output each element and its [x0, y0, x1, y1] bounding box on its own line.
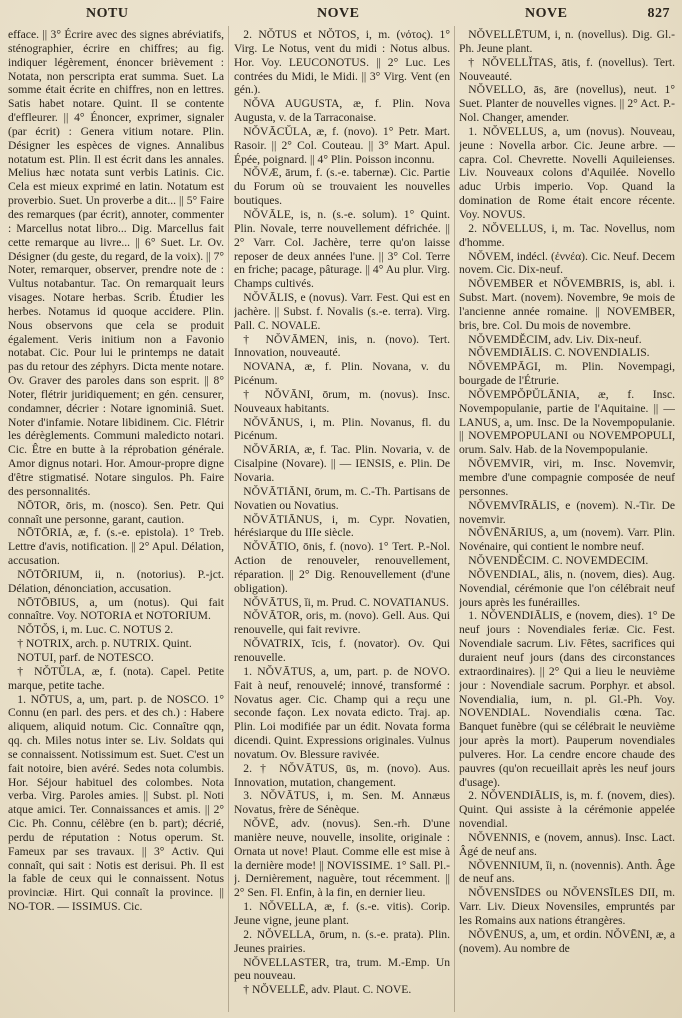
dictionary-entry: NŎVĒNUS, a, um, et ordin. NŎVĒNI, æ, a (novem). Au nombre de — [459, 927, 675, 955]
dictionary-entry: efface. || 3° Écrire avec des signes abréviatifs, sténographier, écrire en chiffres; au fig. indiquer légèrement, énoncer brièvement : Notata, non perscripta erat summa. Suet. La somme était écrite en chiffres, non en lettres. Satis habet notare. Quint. Il se contente d'effleurer. || 4° Énoncer, exprimer, signaler (par écrit) : Genera vitium notare. Plin. Désigner les espèces de vignes. Annalibus notatum est. Plin. Il est écrit dans les annales. Melius hæc notata sunt verbis Latinis. Cic. Cela est mieux exprimé en latin. Notatum est proverbio. Suet. Un proverbe a dit... || 5° Faire des remarques (par écrit), annoter, commenter : Marcellus notat libro... Dig. Marcellus fait cette remarque au livre... || 6° Suet. Lr. Ov. Désigner (du geste, du regard, de la voix). || 7° Noter, remarquer, observer, prendre note de : Vultus notabantur. Tac. On remarquait leurs visages. Notare herbas. Scrib. Étudier les herbes. Notamus id quoque accidere. Plin. Nous observons que cela se produit également. Veris initium non a Favonio notabat. Cic. Pour lui le printemps ne datait pas du retour des zéphyrs. Dicta mente notare. Ov. Graver des paroles dans son esprit. || 8° Noter, flétrir juridiquement; en gén. censurer, condamner, décrier : Notare ignominiâ. Suet. Noter d'infamie. Notare libidinem. Cic. Flétrir les dérèglements. Communi maledicto notari. Cic. Être en butte à la réprobation générale. Amor dignus notari. Hor. Amour-propre digne d'être stigmatisé. Notare singulos. Ph. Faire des personnalités. — [8, 28, 224, 498]
dictionary-entry: NŎVENDĔCIM. C. NOVEMDECIM. — [468, 554, 649, 568]
dictionary-entry: NŎVA AUGUSTA, æ, f. Plin. Nova Augusta, v. de la Tarraconaise. — [234, 97, 450, 125]
dictionary-entry: 2. NŎVELLUS, i, m. Tac. Novellus, nom d'homme. — [459, 221, 675, 249]
dictionary-entry: † NŎVELLĒ, adv. Plaut. C. NOVE. — [243, 983, 412, 997]
column-divider — [454, 26, 455, 1012]
dictionary-entry: NŌTŌRIA, æ, f. (s.-e. epistola). 1° Treb. Lettre d'avis, notification. || 2° Apul. Délation, accusation. — [8, 526, 224, 568]
running-head — [8, 4, 674, 26]
dictionary-entry: NŎVĀRIA, æ, f. Tac. Plin. Novaria, v. de Cisalpine (Novare). || — IENSIS, e. Plin. De Novaria. — [234, 443, 450, 484]
dictionary-entry: NŎVĀTIĀNI, ōrum, m. C.-Th. Partisans de Novatien ou Novatius. — [234, 484, 450, 512]
dictionary-entry: 1. NŌTUS, a, um, part. p. de NOSCO. 1° Connu (en parl. des pers. et des ch.) : Habere aliquem, aliquid notum. Cic. Connaître qqn, qq. ch. Miles notus inter se. Liv. Soldats qui se connaissent. Notissimum est. Suet. C'est un fait notoire, bien avéré. Sedes nota columbis. Hor. Séjour habituel des colombes. Nota verba. Virg. Paroles amies. || Subst. pl. Noti atque amici. Ter. Connaissances et amis. || 2° Cic. Ph. Connu, célèbre (en b. part); décrié, perdu de réputation : Notus operum. St. Fameux par ses travaux. || 3° Activ. Qui connaît, qui sait : Notis est derisui. Ph. Il est la fable de ceux qui le connaissent. Notus provinciæ. Hirt. Qui connaît la province. || NO-TOR. — ISSIMUS. Cic. — [8, 692, 224, 914]
dictionary-entry: NŌTŌBIUS, a, um (notus). Qui fait connaître. Voy. NOTORIA et NOTORIUM. — [8, 595, 224, 623]
dictionary-entry: NŎVEMVĪRĀLIS, e (novem). N.-Tir. De novemvir. — [459, 498, 675, 526]
dictionary-entry: NŎVĀTIĀNUS, i, m. Cypr. Novatien, hérésiarque du IIIe siècle. — [234, 512, 450, 540]
dictionary-entry: NŎVATRIX, īcis, f. (novator). Ov. Qui renouvelle. — [234, 637, 450, 664]
dictionary-entry: NŎVEMDIĀLIS. C. NOVENDIALIS. — [468, 346, 650, 360]
running-head-left: NOTU — [86, 6, 129, 21]
dictionary-entry: NŎVEMPŎPŬLĀNIA, æ, f. Insc. Novempopulanie, partie de l'Aquitaine. || — LANUS, a, um. Insc. De la Novempopulanie. || NOVEMPOPULANI ou NOVEMPOPULI, orum. Salv. Hab. de la Novempopulanie. — [459, 387, 675, 457]
dictionary-entry: NŎVENNIUM, ĭi, n. (novennis). Anth. Âge de neuf ans. — [459, 858, 675, 886]
dictionary-entry: 2. † NŎVĀTUS, ūs, m. (novo). Aus. Innovation, mutation, changement. — [234, 761, 450, 789]
dictionary-entry: NŎVĒNĀRIUS, a, um (novem). Varr. Plin. Novénaire, qui contient le nombre neuf. — [459, 526, 675, 554]
dictionary-entry: NŎVELLO, ās, āre (novellus), neut. 1° Suet. Planter de nouvelles vignes. || 2° Act. P.-Nol. Changer, amender. — [459, 83, 675, 125]
dictionary-entry: NŎVEM, indécl. (ἐννέα). Cic. Neuf. Decem novem. Cic. Dix-neuf. — [459, 249, 675, 277]
dictionary-entry: † NŎVĀNI, ōrum, m. (novus). Insc. Nouveaux habitants. — [234, 387, 450, 415]
dictionary-entry: NŌTOR, ōris, m. (nosco). Sen. Petr. Qui connaît une personne, garant, caution. — [8, 498, 224, 526]
dictionary-entry: NŎVĒ, adv. (novus). Sen.-rh. D'une manière neuve, nouvelle, insolite, originale : Ornata ut nove! Plaut. Comme elle est mise à la dernière mode! || NOVISSIME. 1° Sall. Pl.-j. Dernièrement, naguère, tout récemment. || 2° Sen. Fl. Enfin, à la fin, en dernier lieu. — [234, 817, 450, 900]
page-number: 827 — [647, 6, 670, 21]
dictionary-entry: NŎTŎS, i, m. Luc. C. NOTUS 2. — [17, 623, 174, 637]
dictionary-entry: † NOTRIX, arch. p. NUTRIX. Quint. — [17, 637, 192, 651]
dictionary-entry: NŎVEMBER et NŎVEMBRIS, is, abl. i. Subst. Mart. (novem). Novembre, 9e mois de l'ancienne année romaine. || NOVEMBER, bris, bre. Col. Du mois de novembre. — [459, 277, 675, 332]
dictionary-entry: 2. NŎTUS et NŎTOS, i, m. (νότος). 1° Virg. Le Notus, vent du midi : Notus albus. Hor. Voy. LEUCONOTUS. || 2° Luc. Les contrées du Midi, le Midi. || 3° Virg. Vent (en gén.). — [234, 28, 450, 97]
dictionary-entry: NŎVELLĒTUM, i, n. (novellus). Dig. Gl.-Ph. Jeune plant. — [459, 28, 675, 55]
dictionary-entry: NŌTŌRIUM, ii, n. (notorius). P.-jct. Délation, dénonciation, accusation. — [8, 567, 224, 595]
dictionary-entry: NOTUI, parf. de NOTESCO. — [17, 650, 154, 664]
dictionary-entry: NŎVEMPĀGI, m. Plin. Novempagi, bourgade de l'Étrurie. — [459, 360, 675, 388]
column-divider — [228, 26, 229, 1012]
dictionary-entry: 1. NŎVENDIĀLIS, e (novem, dies). 1° De neuf jours : Novendiales feriæ. Cic. Fest. Novendiale sacrum. Liv. Fêtes, sacrifices qui duraient neuf jours (dans des circonstances extraordinaires). || 2° Qui a lieu le neuvième jour : Novendiale sacrum. Porphyr. et absol. Novendialia, ium, n. pl. Gl.-Ph. Voy. NOVENDIAL. Novendialis cœna. Tac. Banquet funèbre (qui se célébrait le neuvième jour après la mort). Pauperum novendiales pulveres. Hor. La cendre encore chaude des pauvres (qu'on recueillait après les neuf jours d'usage). — [459, 609, 675, 789]
dictionary-entry: NŎVEMDĔCIM, adv. Liv. Dix-neuf. — [468, 332, 642, 346]
text-column-3 — [459, 28, 675, 1012]
dictionary-entry: 1. NŎVELLA, æ, f. (s.-e. vitis). Corip. Jeune vigne, jeune plant. — [234, 900, 450, 927]
dictionary-entry: NŎVENNIS, e (novem, annus). Insc. Lact. Âgé de neuf ans. — [459, 830, 675, 858]
dictionary-entry: NŎVĀTIO, ōnis, f. (novo). 1° Tert. P.-Nol. Action de renouveler, renouvellement, réparation. || 2° Dig. Renouvellement (d'une obligation). — [234, 540, 450, 595]
dictionary-entry: NOVANA, æ, f. Plin. Novana, v. du Picénum. — [234, 360, 450, 388]
dictionary-entry: 3. NŎVĀTUS, i, m. Sen. M. Annæus Novatus, frère de Sénèque. — [234, 789, 450, 817]
dictionary-entry: 2. NŎVELLA, ōrum, n. (s.-e. prata). Plin. Jeunes prairies. — [234, 927, 450, 955]
running-head-center: NOVE — [317, 6, 360, 21]
dictionary-entry: 1. NŎVĀTUS, a, um, part. p. de NOVO. Fait à neuf, renouvelé; innové, transformé : Novatus ager. Cic. Champ qui a reçu une seconde façon. Lex novata edicto. Traj. ap. Plin. Loi modifiée par un édit. Novata forma dicendi. Quint. Expressions originales. Vulnus novatum. Ov. Blessure ravivée. — [234, 664, 450, 761]
dictionary-entry: NŎVĀCŬLA, æ, f. (novo). 1° Petr. Mart. Rasoir. || 2° Col. Couteau. || 3° Mart. Apul. Épée, poignard. || 4° Plin. Poisson inconnu. — [234, 124, 450, 166]
dictionary-entry: † NŎVELLĬTAS, ātis, f. (novellus). Tert. Nouveauté. — [459, 55, 675, 83]
dictionary-entry: † NŎVĀMEN, inis, n. (novo). Tert. Innovation, nouveauté. — [234, 332, 450, 360]
running-head-right: NOVE — [525, 6, 568, 21]
dictionary-entry: NŎVĀNUS, i, m. Plin. Novanus, fl. du Picénum. — [234, 415, 450, 443]
dictionary-entry: NŎVEMVIR, viri, m. Insc. Novemvir, membre d'une compagnie composée de neuf personnes. — [459, 457, 675, 498]
dictionary-entry: NŎVĀLIS, e (novus). Varr. Fest. Qui est en jachère. || Subst. f. Novalis (s.-e. terra). Virg. Pall. C. NOVALE. — [234, 291, 450, 332]
dictionary-entry: 2. NŎVENDIĀLIS, is, m. f. (novem, dies). Quint. Qui assiste à la cérémonie appelée novendial. — [459, 789, 675, 831]
dictionary-entry: NŎVĀTOR, oris, m. (novo). Gell. Aus. Qui renouvelle, qui fait revivre. — [234, 609, 450, 637]
text-column-2 — [234, 28, 450, 1012]
dictionary-entry: NŎVENSĪDES ou NŎVENSĪLES DII, m. Varr. Liv. Dieux Novensiles, empruntés par les Romains aux nations étrangères. — [459, 886, 675, 927]
dictionary-entry: † NŎTŬLA, æ, f. (nota). Capel. Petite marque, petite tache. — [8, 664, 224, 692]
dictionary-entry: NŎVELLASTER, tra, trum. M.-Emp. Un peu nouveau. — [234, 955, 450, 983]
dictionary-entry: NŎVĀTUS, ĭi, m. Prud. C. NOVATIANUS. — [243, 595, 449, 609]
dictionary-entry: NŎVENDIAL, ālis, n. (novem, dies). Aug. Novendial, cérémonie que l'on célébrait neuf jours après les funérailles. — [459, 567, 675, 609]
dictionary-entry: NŎVĀLE, is, n. (s.-e. solum). 1° Quint. Plin. Novale, terre nouvellement défrichée. || 2° Varr. Col. Jachère, terre qu'on laisse reposer de deux années l'une. || 3° Col. Terre en friche; pacage, pâturage. || 4° Au plur. Virg. Champs cultivés. — [234, 207, 450, 291]
text-column-1 — [8, 28, 224, 1012]
dictionary-entry: NŎVÆ, ārum, f. (s.-e. tabernæ). Cic. Partie du Forum où se trouvaient les nouvelles boutiques. — [234, 166, 450, 208]
dictionary-entry: 1. NŎVELLUS, a, um (novus). Nouveau, jeune : Novella arbor. Cic. Jeune arbre. — capra. Col. Chevrette. Novelli Aquileienses. Liv. Nouveaux colons d'Aquilée. Novello aduc Urbis imperio. Vop. Quand la domination de Rome était encore récente. Voy. NOVUS. — [459, 124, 675, 221]
